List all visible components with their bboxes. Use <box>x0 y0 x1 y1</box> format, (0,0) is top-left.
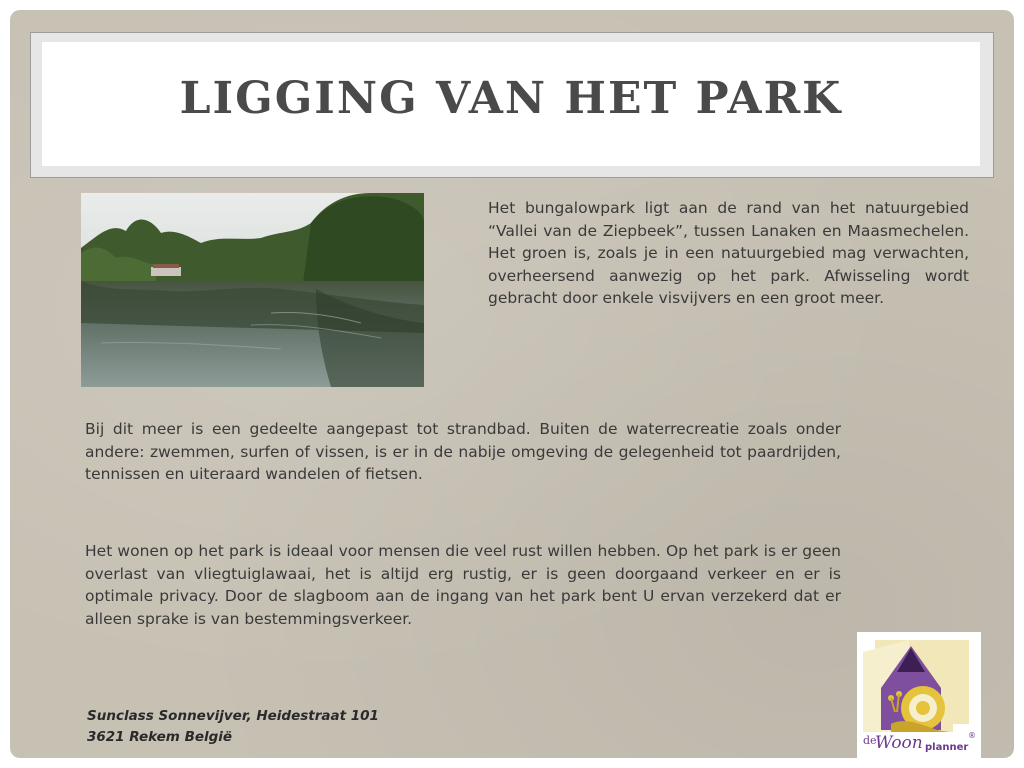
paragraph-recreation: Bij dit meer is een gedeelte aangepast tot strandbad. Buiten de waterrecreatie zoals onder andere: zwemmen, surfen of vissen, is er in de nabije omgeving de gelegenheid tot paardrijden, tennissen en uiteraard wandelen of fietsen. <box>85 420 841 483</box>
lake-photo <box>81 193 424 387</box>
footer-address-line1: Sunclass Sonnevijver, Heidestraat 101 <box>87 708 379 724</box>
paragraph-location: Het bungalowpark ligt aan de rand van het natuurgebied “Vallei van de Ziepbeek”, tussen Lanaken en Maasmechelen. Het groen is, zoals je in een natuurgebied mag verwachten, overheersend aanwezig op het park. Afwisseling wordt gebracht door enkele visvijvers en een groot meer. <box>488 199 969 307</box>
slide-title: LIGGING VAN HET PARK <box>179 73 843 124</box>
dewoonplanner-logo <box>857 632 981 758</box>
footer-address-line2: 3621 Rekem België <box>87 729 233 745</box>
paragraph-living: Het wonen op het park is ideaal voor mensen die veel rust willen hebben. Op het park is er geen overlast van vliegtuiglawaai, het is altijd erg rustig, er is geen doorgaand verkeer en er is optimale privacy. Door de slagboom aan de ingang van het park bent U ervan verzekerd dat er alleen sprake is van bestemmingsverkeer. <box>85 542 841 628</box>
logo-suffix: planner <box>925 742 969 753</box>
logo-prefix: de <box>863 734 877 747</box>
footer-address <box>87 706 379 748</box>
logo-main: Woon <box>875 733 923 753</box>
title-box <box>42 42 980 166</box>
logo-registered: ® <box>968 731 976 740</box>
